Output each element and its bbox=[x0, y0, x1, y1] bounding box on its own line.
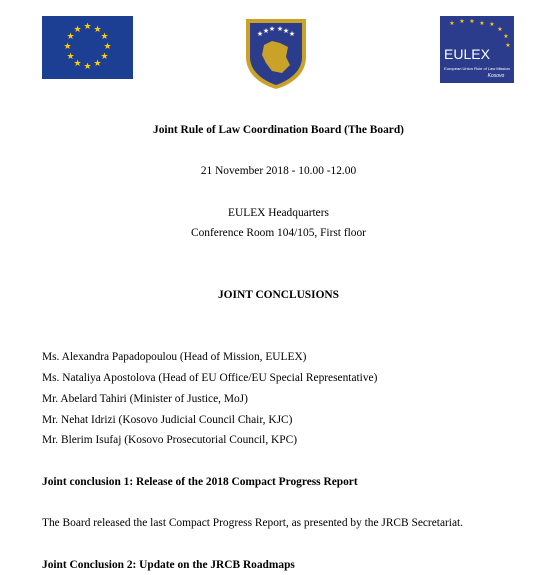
meeting-date-time: 21 November 2018 - 10.00 -12.00 bbox=[200, 165, 357, 177]
conclusion-1-text: The Board released the last Compact Progress Report, as presented by the JRCB Secretariat. bbox=[42, 517, 464, 529]
svg-text:★: ★ bbox=[268, 25, 276, 33]
svg-text:★: ★ bbox=[489, 21, 495, 28]
svg-text:★: ★ bbox=[93, 25, 102, 35]
svg-text:★: ★ bbox=[100, 52, 109, 62]
eulex-logo bbox=[440, 16, 514, 83]
svg-text:★: ★ bbox=[288, 30, 296, 38]
eu-flag-logo bbox=[42, 16, 133, 79]
svg-text:★: ★ bbox=[100, 32, 109, 42]
attendee-item: Ms. Nataliya Apostolova (Head of EU Office/EU Special Representative) bbox=[42, 372, 378, 384]
attendee-item: Mr. Abelard Tahiri (Minister of Justice, MoJ) bbox=[42, 393, 248, 405]
svg-text:★: ★ bbox=[66, 32, 75, 42]
svg-text:★: ★ bbox=[459, 18, 465, 25]
eulex-wordmark: EULEX bbox=[444, 46, 490, 62]
svg-text:★: ★ bbox=[449, 20, 455, 27]
svg-text:★: ★ bbox=[83, 62, 92, 72]
attendee-item: Ms. Alexandra Papadopoulou (Head of Mission, EULEX) bbox=[42, 351, 307, 363]
svg-text:★: ★ bbox=[103, 42, 112, 52]
svg-text:★: ★ bbox=[276, 25, 284, 33]
svg-text:★: ★ bbox=[63, 42, 72, 52]
svg-text:★: ★ bbox=[262, 27, 270, 35]
meeting-location-room: Conference Room 104/105, First floor bbox=[191, 227, 366, 239]
svg-text:★: ★ bbox=[282, 27, 290, 35]
svg-text:★: ★ bbox=[505, 42, 511, 49]
conclusion-1-heading: Joint conclusion 1: Release of the 2018 Compact Progress Report bbox=[42, 476, 358, 488]
svg-text:★: ★ bbox=[73, 59, 82, 69]
svg-text:★: ★ bbox=[503, 33, 509, 40]
svg-text:★: ★ bbox=[256, 30, 264, 38]
svg-text:★: ★ bbox=[497, 26, 503, 33]
attendee-item: Mr. Blerim Isufaj (Kosovo Prosecutorial Council, KPC) bbox=[42, 434, 297, 446]
svg-text:★: ★ bbox=[73, 25, 82, 35]
document-title: Joint Rule of Law Coordination Board (The Board) bbox=[153, 124, 404, 136]
attendee-item: Mr. Nehat Idrizi (Kosovo Judicial Council Chair, KJC) bbox=[42, 414, 293, 426]
kosovo-seal-logo bbox=[242, 17, 310, 90]
eulex-caption-line-2: Kosovo bbox=[487, 73, 505, 79]
eulex-caption-line-1: European Union Rule of Law Mission bbox=[444, 66, 510, 71]
svg-text:★: ★ bbox=[66, 52, 75, 62]
svg-text:★: ★ bbox=[479, 20, 485, 27]
svg-text:★: ★ bbox=[83, 22, 92, 32]
svg-text:★: ★ bbox=[93, 59, 102, 69]
meeting-location-building: EULEX Headquarters bbox=[228, 207, 329, 219]
conclusion-2-heading: Joint Conclusion 2: Update on the JRCB Roadmaps bbox=[42, 559, 295, 571]
section-title: JOINT CONCLUSIONS bbox=[217, 289, 339, 301]
svg-text:★: ★ bbox=[469, 18, 475, 25]
